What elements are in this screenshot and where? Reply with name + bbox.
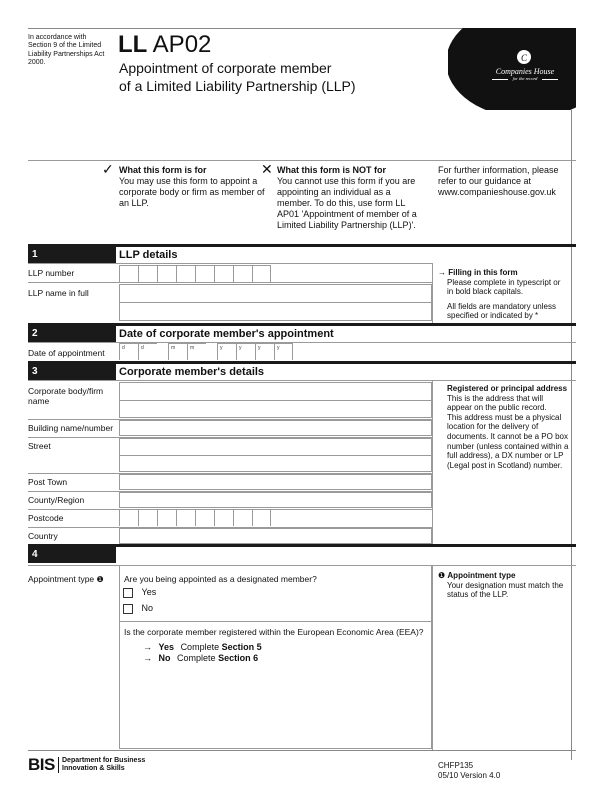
llp-name-label: LLP name in full [28,288,89,298]
filling-in-note: → Filling in this form Please complete in typescript or in bold black capitals. All fields are mandatory unless specified or indicated by * [438,268,561,321]
llp-number-input[interactable] [119,265,271,282]
arrow-icon: → [143,642,152,652]
country-input[interactable] [119,528,432,544]
cross-icon: ✕ [261,161,273,177]
statute-note: In accordance with Section 9 of the Limited Liability Partnerships Act 2000. [28,34,105,67]
designated-member-question: Are you being appointed as a designated member? [124,574,317,584]
further-info: For further information, please refer to our guidance at www.companieshouse.gov.uk [438,165,559,197]
corporate-name-input-line1[interactable] [119,382,432,400]
corporate-name-label: Corporate body/firm name [28,386,104,406]
designated-no-checkbox[interactable] [123,604,133,614]
section-1-title: LLP details [119,249,178,261]
building-label: Building name/number [28,423,114,433]
date-of-appointment-label: Date of appointment [28,348,105,358]
form-code: LL AP02 [118,31,212,58]
info-icon: ❶ [96,575,104,584]
postcode-input[interactable] [119,509,271,526]
form-is-for: What this form is for You may use this form to appoint a corporate body or firm as member of an LLP. [119,165,265,208]
street-input-line1[interactable] [119,438,432,455]
section-1-number: 1 [28,247,116,263]
designated-no-option[interactable]: No [123,602,153,614]
post-town-input[interactable] [119,474,432,490]
street-input-line2[interactable] [119,455,432,472]
section-4-number: 4 [28,547,116,563]
bis-department: Department for Business Innovation & Skills [62,757,146,772]
corporate-name-input-line2[interactable] [119,400,432,418]
designated-yes-checkbox[interactable] [123,588,133,598]
county-label: County/Region [28,495,85,505]
companies-house-logo: C Companies House for the record [448,28,576,110]
form-not-for: What this form is NOT for You cannot use this form if you are appointing an individual as a member. To do this, use form LL AP01 'Appointment of member of a Limited Liability Partnership (LLP)'. [277,165,417,230]
arrow-icon: → [438,268,446,277]
eea-yes-instruction: → Yes Complete Section 5 [143,642,262,652]
building-input[interactable] [119,420,432,436]
country-label: Country [28,531,58,541]
registered-address-note: Registered or principal address This is the address that will appear on the public record. This address must be a physical location for the delivery of documents. It cannot be a PO box number (unless contained within a full address), a DX number or LP (Legal post in Scotland) number. [447,384,569,470]
info-icon: ❶ [438,571,446,580]
eea-question: Is the corporate member registered within the European Economic Area (EEA)? [124,627,424,637]
date-of-appointment-input[interactable]: d d m m y y y y [119,343,293,360]
bis-logo: BIS [28,755,55,774]
form-title: Appointment of corporate member of a Limited Liability Partnership (LLP) [119,60,356,94]
appointment-type-label: Appointment type ❶ [28,574,104,584]
section-2-number: 2 [28,326,116,342]
county-input[interactable] [119,492,432,508]
designated-yes-option[interactable]: Yes [123,586,156,598]
arrow-icon: → [143,653,152,663]
form-version: CHFP135 05/10 Version 4.0 [438,761,501,780]
section-3-title: Corporate member's details [119,366,265,378]
postcode-label: Postcode [28,513,64,523]
section-2-title: Date of corporate member's appointment [119,328,334,340]
post-town-label: Post Town [28,477,68,487]
street-label: Street [28,441,51,451]
eea-no-instruction: → No Complete Section 6 [143,653,259,663]
llp-name-input-line1[interactable] [119,284,432,302]
llp-name-input-line2[interactable] [119,302,432,321]
llp-number-label: LLP number [28,268,75,278]
svg-text:C: C [520,53,528,63]
appointment-type-note: ❶ Appointment type Your designation must match the status of the LLP. [438,571,564,600]
tick-icon: ✓ [102,161,114,177]
section-3-number: 3 [28,364,116,380]
